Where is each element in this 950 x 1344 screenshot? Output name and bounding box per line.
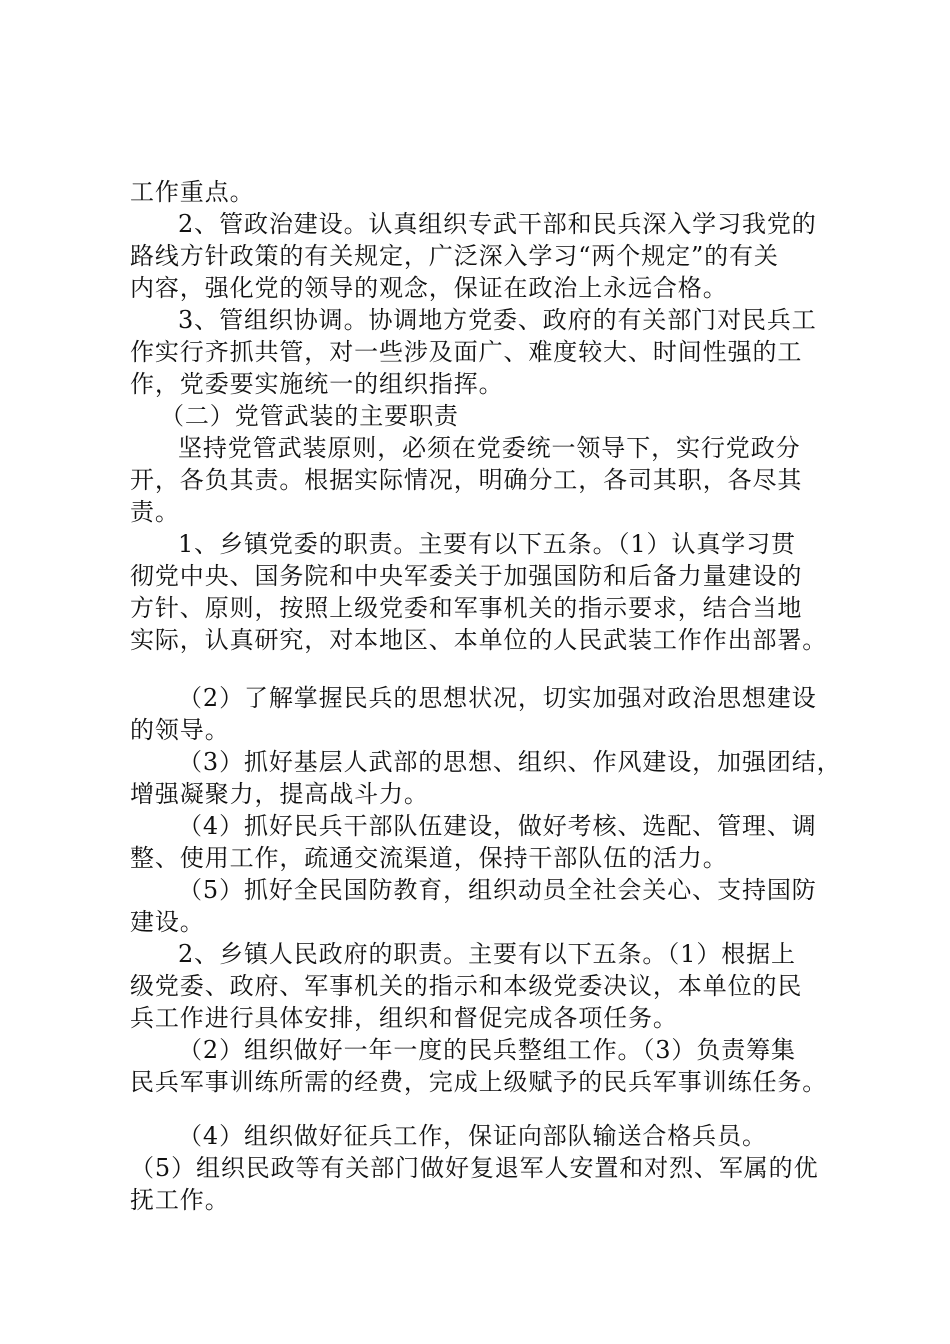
text-line: 增强凝聚力，提高战斗力。 <box>130 780 429 808</box>
text-line: 抚工作。 <box>130 1186 230 1214</box>
text-line: （4）组织做好征兵工作，保证向部队输送合格兵员。 <box>178 1122 767 1150</box>
text-line: 坚持党管武装原则，必须在党委统一领导下，实行党政分 <box>178 434 801 462</box>
text-line: 内容，强化党的领导的观念，保证在政治上永远合格。 <box>130 274 728 302</box>
text-line: 方针、原则，按照上级党委和军事机关的指示要求，结合当地 <box>130 594 803 622</box>
text-line: （3）抓好基层人武部的思想、组织、作风建设，加强团结， <box>178 748 842 776</box>
text-line: （2）组织做好一年一度的民兵整组工作。（3）负责筹集 <box>178 1036 796 1064</box>
text-line: 开，各负其责。根据实际情况，明确分工，各司其职，各尽其 <box>130 466 803 494</box>
text-line: （4）抓好民兵干部队伍建设，做好考核、选配、管理、调 <box>178 812 817 840</box>
text-line: 建设。 <box>130 908 205 936</box>
text-line: 级党委、政府、军事机关的指示和本级党委决议，本单位的民 <box>130 972 803 1000</box>
text-line: 1、乡镇党委的职责。主要有以下五条。（1）认真学习贯 <box>178 530 796 558</box>
text-line: （2）了解掌握民兵的思想状况，切实加强对政治思想建设 <box>178 684 817 712</box>
text-line: 责。 <box>130 498 180 526</box>
text-line: 民兵军事训练所需的经费，完成上级赋予的民兵军事训练任务。 <box>130 1068 828 1096</box>
text-line: 的领导。 <box>130 716 230 744</box>
text-line: 2、乡镇人民政府的职责。主要有以下五条。（1）根据上 <box>178 940 796 968</box>
text-line: 3、管组织协调。协调地方党委、政府的有关部门对民兵工 <box>178 306 817 334</box>
text-line: （5）组织民政等有关部门做好复退军人安置和对烈、军属的优 <box>130 1154 819 1182</box>
text-line: 作，党委要实施统一的组织指挥。 <box>130 370 504 398</box>
text-line: 整、使用工作，疏通交流渠道，保持干部队伍的活力。 <box>130 844 728 872</box>
text-line: 彻党中央、国务院和中央军委关于加强国防和后备力量建设的 <box>130 562 803 590</box>
text-line: 工作重点。 <box>130 178 255 206</box>
text-line: 实际，认真研究，对本地区、本单位的人民武装工作作出部署。 <box>130 626 828 654</box>
section-heading: （二）党管武装的主要职责 <box>160 402 459 430</box>
text-line: 作实行齐抓共管，对一些涉及面广、难度较大、时间性强的工 <box>130 338 803 366</box>
text-line: （5）抓好全民国防教育，组织动员全社会关心、支持国防 <box>178 876 817 904</box>
text-line: 路线方针政策的有关规定，广泛深入学习“两个规定”的有关 <box>130 242 779 270</box>
text-line: 兵工作进行具体安排，组织和督促完成各项任务。 <box>130 1004 678 1032</box>
text-line: 2、管政治建设。认真组织专武干部和民兵深入学习我党的 <box>178 210 817 238</box>
